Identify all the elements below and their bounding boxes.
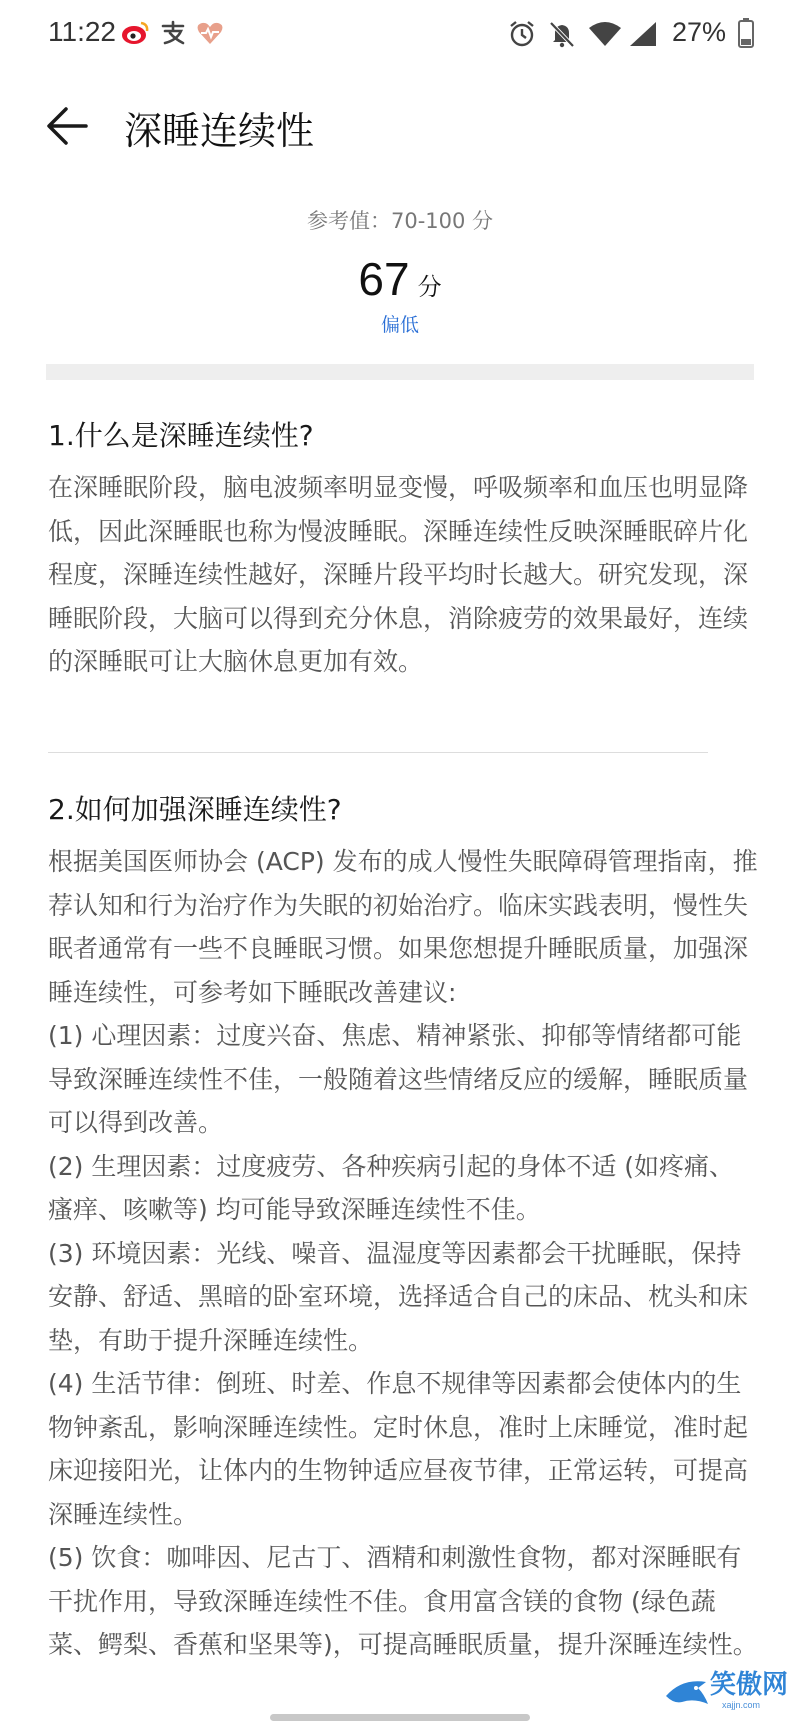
battery-icon (738, 18, 754, 52)
mute-icon (548, 20, 576, 52)
score-unit: 分 (417, 273, 442, 301)
section-divider (46, 364, 754, 380)
section-body (48, 840, 758, 1700)
alipay-icon (160, 20, 186, 50)
paragraph: 根据美国医师协会 (ACP) 发布的成人慢性失眠障碍管理指南，推荐认知和行为治疗作为失眠的初始治疗。临床实践表明，慢性失眠者通常有一些不良睡眠习惯。如果您想提升睡眠质量，加强深睡连续性，可参考如下睡眠改善建议: (48, 847, 758, 1007)
watermark (662, 1660, 798, 1730)
paragraph: 在深睡眠阶段，脑电波频率明显变慢，呼吸频率和血压也明显降低，因此深睡眠也称为慢波睡眠。深睡连续性反映深睡眠碎片化程度，深睡连续性越好，深睡片段平均时长越大。研究发现，深睡眠阶段，大脑可以得到充分休息，消除疲劳的效果最好，连续的深睡眠可让大脑休息更加有效。 (48, 473, 749, 676)
score-value: 67 (358, 253, 410, 305)
thin-divider (48, 752, 708, 753)
shark-logo-icon (662, 1664, 712, 1714)
weibo-icon (120, 20, 150, 50)
score-display (0, 252, 800, 306)
page-title: 深睡连续性 (124, 109, 315, 153)
status-time: 11:22 (48, 16, 116, 47)
status-bar (0, 0, 800, 76)
list-item: (5) 饮食：咖啡因、尼古丁、酒精和刺激性食物，都对深睡眠有干扰作用，导致深睡连续性不佳。食用富含镁的食物 (绿色蔬菜、鳄梨、香蕉和坚果等)，可提高睡眠质量，提升深睡连续性。 (48, 1543, 758, 1659)
back-button[interactable] (40, 98, 96, 154)
watermark-text: 笑傲网 (710, 1670, 789, 1700)
score-reference: 参考值：70-100 分 (306, 209, 494, 233)
section-title: 2.如何加强深睡连续性? (48, 793, 342, 826)
list-item: (3) 环境因素：光线、噪音、温湿度等因素都会干扰睡眠，保持安静、舒适、黑暗的卧室环境，选择适合自己的床品、枕头和床垫，有助于提升深睡连续性。 (48, 1238, 749, 1355)
section-body (48, 466, 758, 684)
arrow-left-icon (40, 98, 96, 154)
list-item: (4) 生活节律：倒班、时差、作息不规律等因素都会使体内的生物钟紊乱，影响深睡连续性。定时休息，准时上床睡觉，准时起床迎接阳光，让体内的生物钟适应昼夜节律，正常运转，可提高深睡连续性。 (48, 1369, 749, 1529)
home-indicator[interactable] (270, 1714, 530, 1721)
list-item: (1) 心理因素：过度兴奋、焦虑、精神紧张、抑郁等情绪都可能导致深睡连续性不佳，一般随着这些情绪反应的缓解，睡眠质量可以得到改善。 (48, 1021, 749, 1137)
health-icon (196, 20, 224, 50)
section-title: 1.什么是深睡连续性? (48, 419, 314, 452)
alarm-icon (508, 20, 536, 52)
list-item: (2) 生理因素：过度疲劳、各种疾病引起的身体不适 (如疼痛、瘙痒、咳嗽等) 均可能导致深睡连续性不佳。 (48, 1151, 735, 1224)
wifi-icon (588, 20, 622, 52)
signal-icon (628, 20, 658, 52)
battery-percentage: 27% (672, 17, 727, 47)
watermark-url: xajjn.com (722, 1700, 761, 1710)
score-status: 偏低 (380, 314, 419, 336)
